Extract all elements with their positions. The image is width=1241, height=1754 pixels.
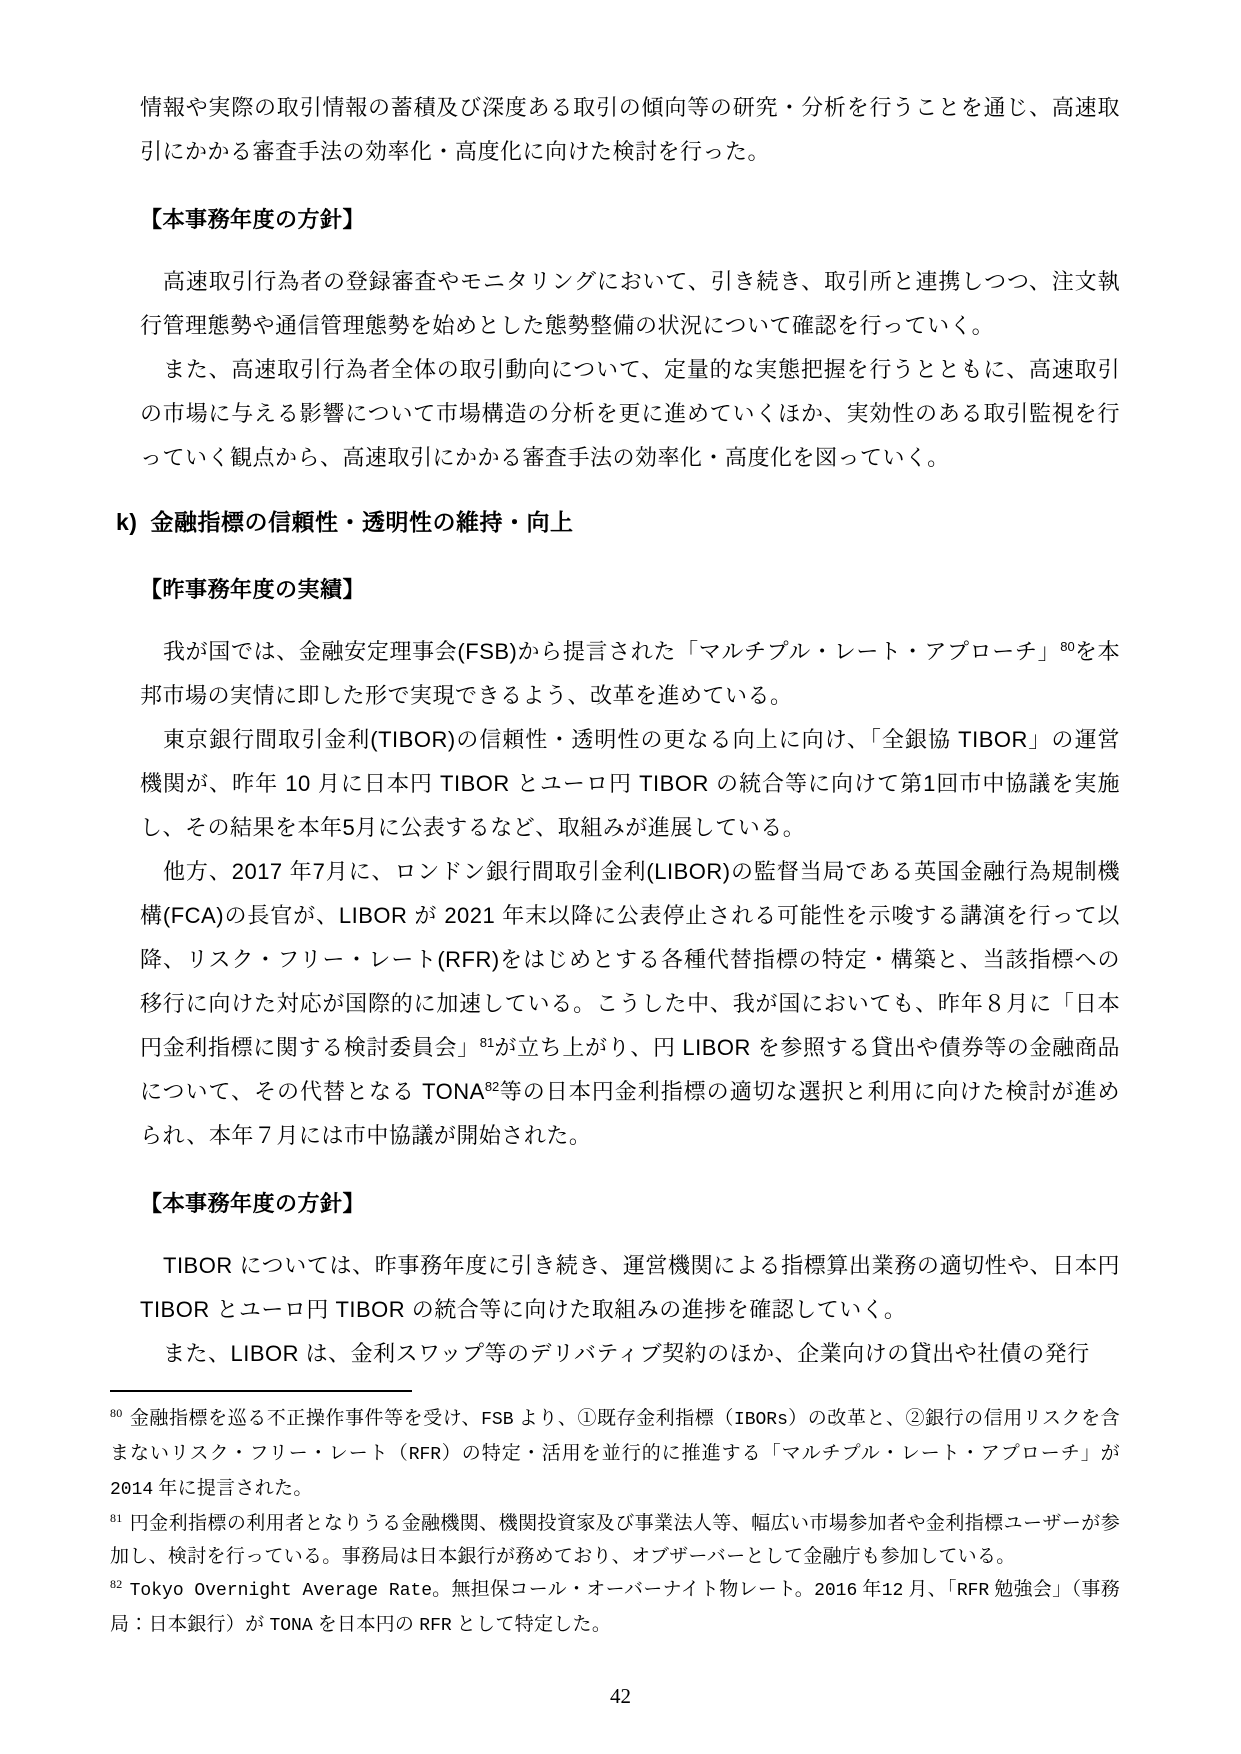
- footnote-item: [110, 1573, 1120, 1643]
- subsection-label: k): [116, 509, 138, 535]
- footnote-text: 円金利指標の利用者となりうる金融機関、機関投資家及び事業法人等、幅広い市場参加者や金利指標ユーザーが参加し、検討を行っている。事務局は日本銀行が務めており、オブザーバーとして金融庁も参加している。: [110, 1513, 1120, 1567]
- footnote-separator: [110, 1390, 412, 1392]
- body-paragraph: 情報や実際の取引情報の蓄積及び深度ある取引の傾向等の研究・分析を行うことを通じ、高速取引にかかる審査手法の効率化・高度化に向けた検討を行った。: [140, 95, 1120, 164]
- body-paragraph: TIBOR については、昨事務年度に引き続き、運営機関による指標算出業務の適切性や、日本円 TIBOR とユーロ円 TIBOR の統合等に向けた取組みの進捗を確認していく。: [140, 1253, 1120, 1322]
- body-paragraph: 我が国では、金融安定理事会(FSB)から提言された「マルチプル・レート・アプローチ」$^{80}$を本邦市場の実情に即した形で実現できるよう、改革を進めている。: [140, 639, 1120, 708]
- footnote-item: [110, 1402, 1120, 1507]
- footnote-text: Tokyo Overnight Average Rate。無担保コール・オーバーナイト物レート。2016 年12 月、「RFR 勉強会」（事務局：日本銀行）が TONA を日本円の RFR として特定した。: [110, 1579, 1120, 1636]
- footnote-marker: 82: [110, 1577, 123, 1591]
- footnote-ref: 82: [484, 1079, 500, 1094]
- body-paragraph: 高速取引行為者の登録審査やモニタリングにおいて、引き続き、取引所と連携しつつ、注文執行管理態勢や通信管理態勢を始めとした態勢整備の状況について確認を行っていく。: [140, 269, 1120, 338]
- subsection-title: 金融指標の信頼性・透明性の維持・向上: [150, 509, 574, 535]
- footnote-marker: 81: [110, 1511, 123, 1525]
- footnote-ref: 80: [1060, 639, 1075, 654]
- section-heading: 【昨事務年度の実績】: [140, 577, 366, 602]
- footnote-section: [110, 1402, 1120, 1643]
- footnote-marker: 80: [110, 1406, 123, 1420]
- body-paragraph: 他方、2017 年7月に、ロンドン銀行間取引金利(LIBOR)の監督当局である英国金融行為規制機構(FCA)の長官が、LIBOR が 2021 年末以降に公表停止される可能性を示唆する講演を行って以降、リスク・フリー・レート(RFR)をはじめとする各種代替指標の特定・構築と、当該指標への移行に向けた対応が国際的に加速している。こうした中、我が国においても、昨年８月に「日本円金利指標に関する検討委員会」$^{81}$が立ち上がり、円 LIBOR を参照する貸出や債券等の金融商品について、その代替となる TONA$^{82}$等の日本円金利指標の適切な選択と利用に向けた検討が進められ、本年７月には市中協議が開始された。: [140, 859, 1120, 1148]
- body-paragraph: 東京銀行間取引金利(TIBOR)の信頼性・透明性の更なる向上に向け、「全銀協 TIBOR」の運営機関が、昨年 10 月に日本円 TIBOR とユーロ円 TIBOR の統合等に向けて第1回市中協議を実施し、その結果を本年5月に公表するなど、取組みが進展している。: [140, 727, 1120, 840]
- body-paragraph: また、LIBOR は、金利スワップ等のデリバティブ契約のほか、企業向けの貸出や社債の発行: [163, 1341, 1090, 1366]
- page-number: 42: [610, 1684, 631, 1708]
- section-heading: 【本事務年度の方針】: [140, 207, 366, 232]
- section-heading: 【本事務年度の方針】: [140, 1191, 366, 1216]
- footnote-item: [110, 1507, 1120, 1573]
- body-paragraph: また、高速取引行為者全体の取引動向について、定量的な実態把握を行うとともに、高速取引の市場に与える影響について市場構造の分析を更に進めていくほか、実効性のある取引監視を行っていく観点から、高速取引にかかる審査手法の効率化・高度化を図っていく。: [140, 357, 1120, 470]
- footnote-text: 金融指標を巡る不正操作事件等を受け、FSB より、①既存金利指標（IBORs）の改革と、②銀行の信用リスクを含まないリスク・フリー・レート（RFR）の特定・活用を並行的に推進する「マルチプル・レート・アプローチ」が 2014 年に提言された。: [110, 1408, 1120, 1500]
- body-blocks: [116, 86, 1120, 1376]
- footnote-ref: 81: [479, 1035, 495, 1050]
- document-body: [110, 86, 1120, 1643]
- subsection-heading: [116, 500, 1120, 544]
